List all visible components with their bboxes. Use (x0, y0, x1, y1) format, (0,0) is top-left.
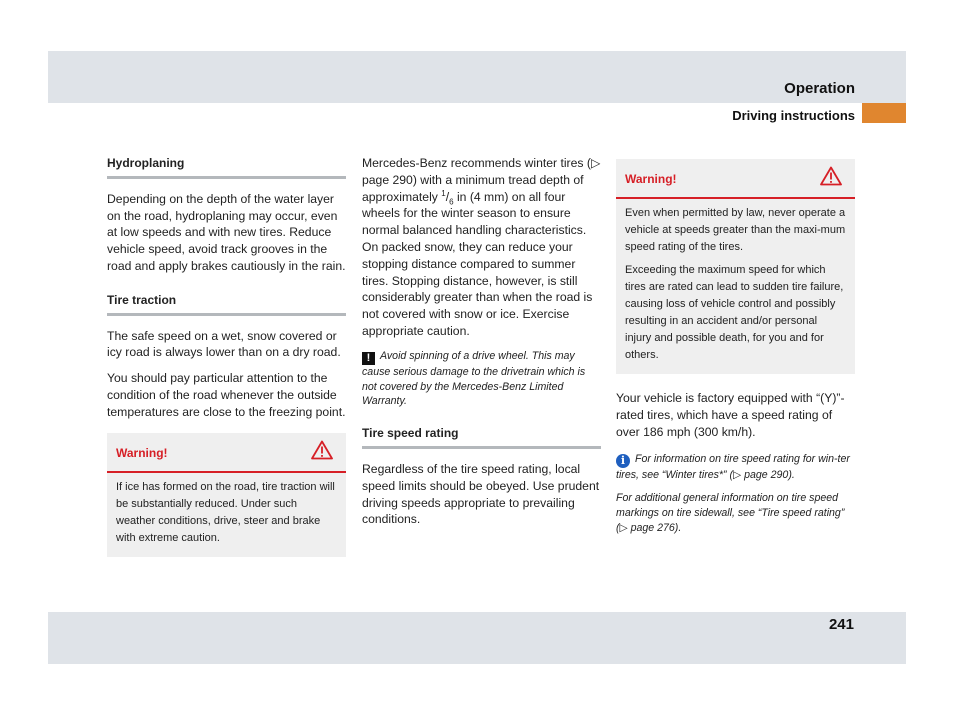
warning-text-1: Even when permitted by law, never operate a vehicle at speeds greater than the maxi-mum speed rating of the tires. (625, 207, 846, 253)
info-note-winter: i For information on tire speed rating for win-ter tires, see “Winter tires*” (▷ page 290). (616, 453, 850, 482)
page-number: 241 (828, 616, 854, 633)
tire-traction-text-1: The safe speed on a wet, snow covered or icy road is always lower than on a dry road. (107, 328, 341, 360)
hydroplaning-text: Depending on the depth of the water layer on the road, hydroplaning may occur, even at low speeds and with new tires. Reduce vehicle speed, avoid track grooves in the road and apply brakes cautiously in the rain. (107, 191, 346, 273)
warning-header (107, 433, 346, 473)
warning-header (616, 159, 855, 199)
footer-band (48, 612, 906, 664)
page-reference-link[interactable]: ▷ page 290 (362, 156, 601, 187)
tire-speed-rating-text: Regardless of the tire speed rating, local speed limits should be obeyed. Use prudent driving speeds appropriate to prevailing conditions. (362, 461, 600, 527)
section-title: Operation (784, 80, 855, 97)
warning-box-speed (616, 159, 855, 374)
warning-text: If ice has formed on the road, tire traction will be substantially reduced. Under such weather conditions, drive, steer and brake with extreme caution. (116, 480, 335, 544)
warning-triangle-icon (311, 440, 333, 460)
winter-tires-text: Mercedes-Benz recommends winter tires (▷ page 290) with a minimum tread depth of approximately $^1/_6$ in (4 mm) on all four wheels for the winter season to ensure normal balanced handling characteristics. On packed snow, they can reduce your stopping distance compared to summer tires. Stopping distance, however, is still considerably greater than when the road is not covered with snow or ice. Exercise appropriate caution. (362, 156, 601, 338)
warning-triangle-icon (820, 166, 842, 186)
column-left (107, 155, 346, 557)
tire-traction-heading: Tire traction (107, 292, 346, 316)
factory-tires-text: Your vehicle is factory equipped with “(Y)”-rated tires, which have a speed rating of over 186 mph (300 km/h). (616, 391, 845, 439)
warning-label: Warning! (116, 445, 168, 460)
column-middle (362, 155, 601, 537)
warning-box-ice (107, 433, 346, 557)
tire-speed-rating-heading: Tire speed rating (362, 425, 601, 449)
tire-traction-text-2: You should pay particular attention to the condition of the road whenever the outside temperatures are close to the freezing point. (107, 371, 346, 419)
header-band (48, 51, 906, 103)
warning-text-2: Exceeding the maximum speed for which tires are rated can lead to sudden tire failure, causing loss of vehicle control and possibly resulting in an accident and/or personal injury and possible death, for you and for others. (625, 264, 844, 361)
column-right (616, 155, 855, 544)
hydroplaning-heading: Hydroplaning (107, 155, 346, 179)
caution-note: ! Avoid spinning of a drive wheel. This may cause serious damage to the drivetrain which is not covered by the Mercedes-Benz Limited Warranty. (362, 349, 586, 408)
info-note-sidewall: For additional general information on tire speed markings on tire sidewall, see “Tire speed rating” (▷ page 276). (616, 492, 845, 534)
info-icon: i (616, 454, 630, 468)
section-tab-marker (862, 103, 906, 123)
caution-exclamation-icon: ! (362, 352, 375, 365)
subsection-title: Driving instructions (732, 108, 855, 123)
warning-label: Warning! (625, 172, 677, 186)
